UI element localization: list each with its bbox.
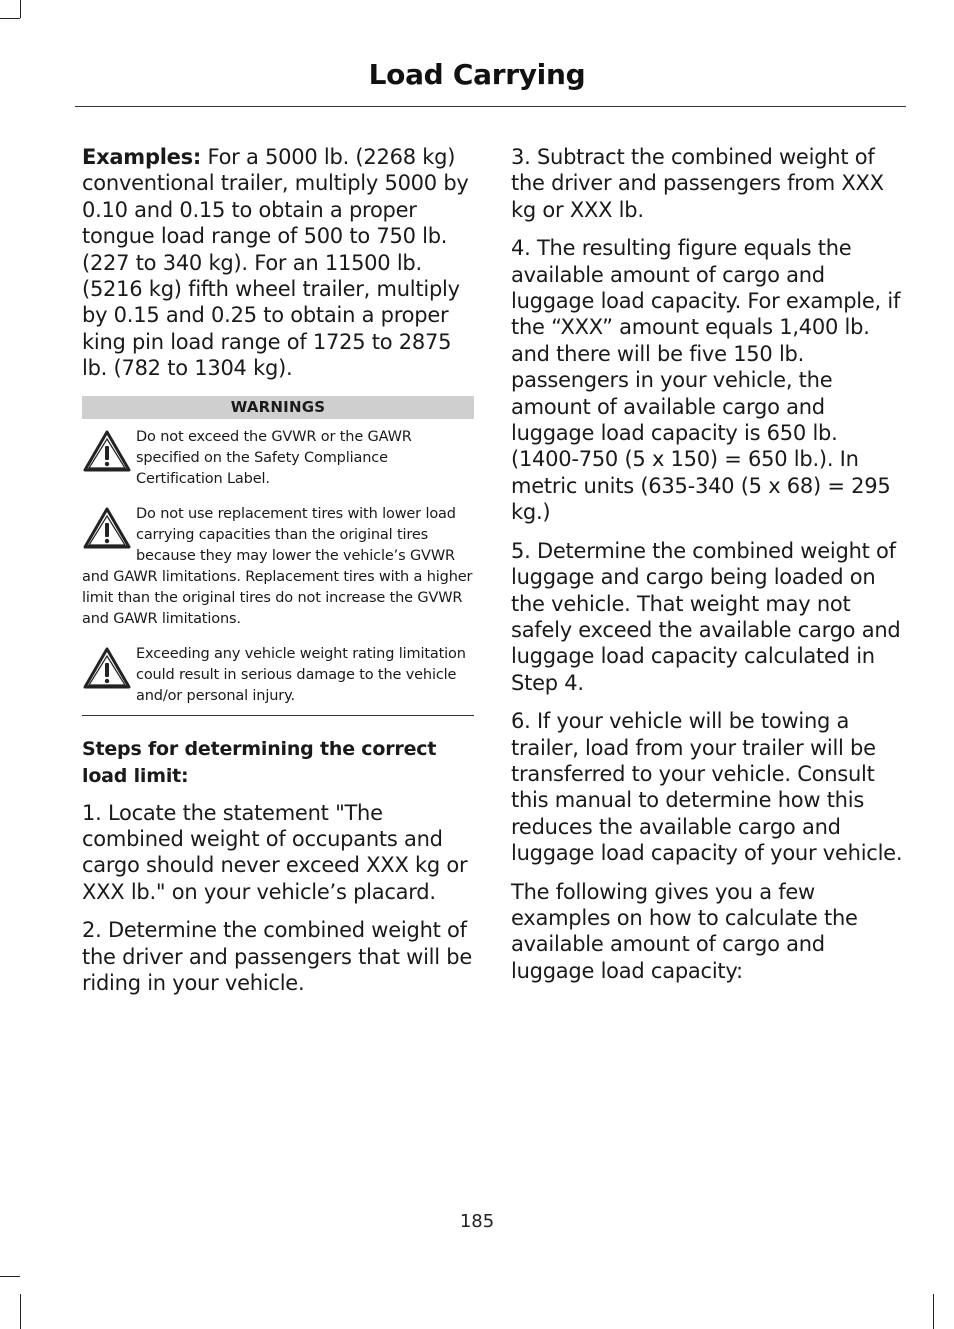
step-5: 5. Determine the combined weight of luggage and cargo being loaded on the vehicle. That weight may not safely exceed the available cargo and luggage load capacity calculated in Step 4. — [511, 538, 901, 695]
warnings-header: WARNINGS — [82, 396, 474, 419]
warnings-box — [82, 396, 474, 716]
examples-text: For a 5000 lb. (2268 kg) conventional trailer, multiply 5000 by 0.10 and 0.15 to obtain a proper tongue load range of 500 to 750 lb. (227 to 340 kg). For an 11500 lb. (5216 kg) fifth wheel trailer, multiply by 0.15 and 0.25 to obtain a proper king pin load range of 1725 to 2875 lb. (782 to 1304 kg). — [82, 145, 469, 381]
page-number: 185 — [459, 1211, 495, 1232]
warning-item — [82, 638, 474, 707]
step-3: 3. Subtract the combined weight of the driver and passengers from XXX kg or XXX lb. — [511, 145, 884, 222]
examples-paragraph — [82, 144, 474, 382]
following-examples-paragraph: The following gives you a few examples on how to calculate the available amount of cargo and luggage load capacity: — [511, 879, 858, 983]
examples-label: Examples: — [82, 145, 202, 169]
step-6: 6. If your vehicle will be towing a trailer, load from your trailer will be transferred to your vehicle. Consult this manual to determine how this reduces the available cargo and luggage load capacity of your vehicle. — [511, 709, 903, 866]
warning-triangle-icon — [82, 506, 132, 550]
crop-mark-top-left-v — [20, 0, 21, 18]
title-divider — [75, 106, 906, 107]
page-title: Load Carrying — [368, 58, 586, 91]
warning-text-gvwr: Do not exceed the GVWR or the GAWR specified on the Safety Compliance Certification Label. — [136, 428, 412, 487]
crop-mark-top-left-h — [0, 18, 20, 19]
warnings-bottom-rule — [82, 715, 474, 716]
right-column — [511, 144, 903, 996]
crop-mark-bottom-left-v — [20, 1294, 21, 1329]
steps-heading: Steps for determining the correct load limit: — [82, 737, 437, 787]
warning-triangle-icon — [82, 429, 132, 473]
warning-text-weight-rating: Exceeding any vehicle weight rating limitation could result in serious damage to the vehicle and/or personal injury. — [136, 645, 466, 704]
crop-mark-bottom-right-v — [933, 1294, 934, 1329]
warning-triangle-icon — [82, 646, 132, 690]
step-2: 2. Determine the combined weight of the driver and passengers that will be riding in your vehicle. — [82, 918, 473, 996]
step-1: 1. Locate the statement "The combined weight of occupants and cargo should never exceed XXX kg or XXX lb." on your vehicle’s placard. — [82, 800, 468, 904]
step-4: 4. The resulting figure equals the available amount of cargo and luggage load capacity. For example, if the “XXX” amount equals 1,400 lb. and there will be five 150 lb. passengers in your vehicle, the amount of available cargo and luggage load capacity is 650 lb. (1400-750 (5 x 150) = 650 lb.). In metric units (635-340 (5 x 68) = 295 kg.) — [511, 236, 901, 525]
warning-item — [82, 498, 474, 630]
warning-text-tires: Do not use replacement tires with lower load carrying capacities than the original tires because they may lower the vehicle’s GVWR and GAWR limitations. Replacement tires with a higher limit than the original tires do not increase the GVWR and GAWR limitations. — [82, 505, 473, 627]
warning-item — [82, 427, 474, 490]
crop-mark-bottom-left-h — [0, 1276, 20, 1277]
left-column — [82, 144, 474, 1009]
